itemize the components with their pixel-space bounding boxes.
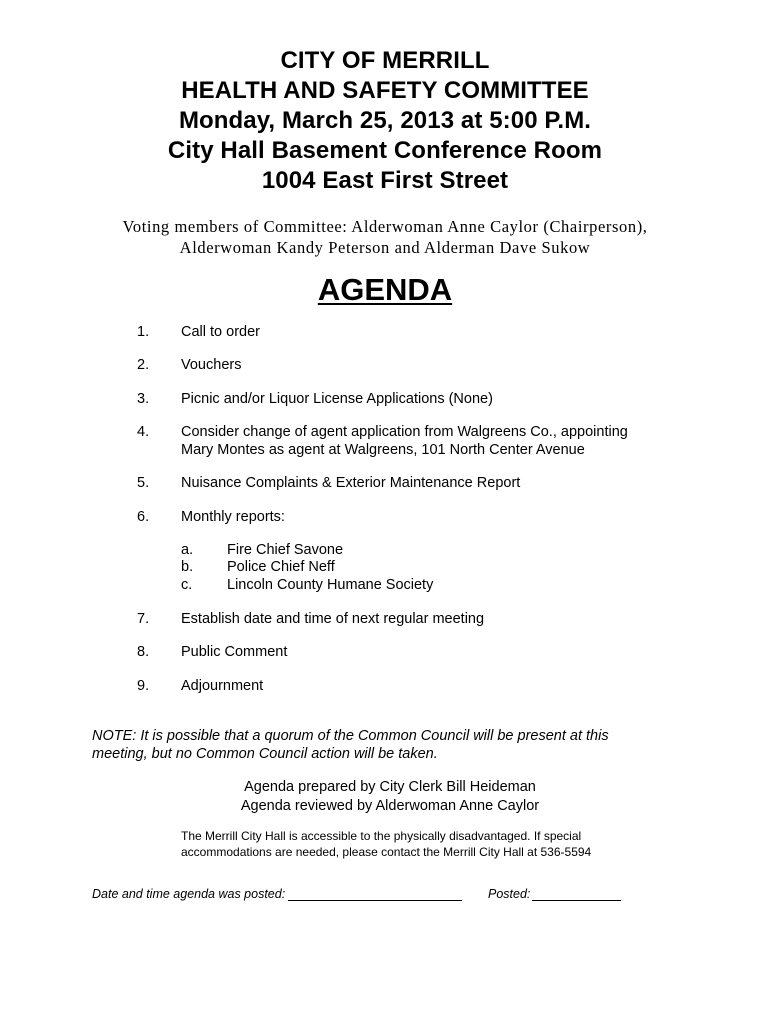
posted-date-blank	[288, 886, 462, 901]
posted-date-label: Date and time agenda was posted:	[92, 887, 286, 901]
item-text: Adjournment	[181, 678, 264, 694]
item-text: Vouchers	[181, 357, 242, 373]
item-number: 6.	[137, 509, 150, 525]
item-number: 2.	[137, 357, 150, 373]
quorum-note	[92, 727, 662, 763]
item-text: Call to order	[181, 324, 260, 340]
posted-by-blank	[532, 886, 621, 901]
item-text-line1: Consider change of agent application from Walgreens Co., appointing	[181, 424, 628, 440]
item-text: Public Comment	[181, 644, 288, 660]
agenda-title: AGENDA	[317, 272, 453, 307]
posted-by-label: Posted:	[488, 887, 531, 901]
reviewed-by-line: Agenda reviewed by Alderwoman Anne Caylor	[240, 798, 540, 814]
document-header	[0, 46, 770, 196]
voting-members-line1: Voting members of Committee: Alderwoman Anne Caylor (Chairperson),	[122, 217, 648, 236]
subitem-letter: c.	[181, 577, 193, 593]
item-number: 9.	[137, 678, 150, 694]
accessibility-notice	[181, 828, 651, 860]
subitem-letter: b.	[181, 559, 194, 575]
item-text: Picnic and/or Liquor License Applications (None)	[181, 391, 493, 407]
item-text: Monthly reports:	[181, 509, 285, 525]
voting-members	[60, 216, 710, 258]
subitem-text: Fire Chief Savone	[227, 542, 344, 558]
subitem-text: Lincoln County Humane Society	[227, 577, 434, 593]
note-line2: meeting, but no Common Council action will be taken.	[92, 746, 438, 762]
prepared-by	[0, 778, 770, 816]
meeting-address: 1004 East First Street	[261, 167, 509, 194]
access-line1: The Merrill City Hall is accessible to the physically disadvantaged. If special	[181, 829, 582, 843]
committee-name: HEALTH AND SAFETY COMMITTEE	[181, 77, 589, 104]
subitem-text: Police Chief Neff	[227, 559, 335, 575]
subitem-letter: a.	[181, 542, 194, 558]
meeting-location: City Hall Basement Conference Room	[167, 137, 603, 164]
access-line2: accommodations are needed, please contact the Merrill City Hall at 536-5594	[181, 845, 592, 859]
item-number: 1.	[137, 324, 150, 340]
item-number: 3.	[137, 391, 150, 407]
item-number: 8.	[137, 644, 150, 660]
note-line1: NOTE: It is possible that a quorum of the Common Council will be present at this	[92, 728, 609, 744]
item-text: Nuisance Complaints & Exterior Maintenance Report	[181, 475, 521, 491]
city-name: CITY OF MERRILL	[280, 47, 490, 74]
item-number: 4.	[137, 424, 150, 440]
prepared-by-line: Agenda prepared by City Clerk Bill Heideman	[244, 779, 536, 795]
item-number: 7.	[137, 611, 150, 627]
item-text-line2: Mary Montes as agent at Walgreens, 101 North Center Avenue	[181, 442, 585, 458]
item-number: 5.	[137, 475, 150, 491]
item-text: Establish date and time of next regular meeting	[181, 611, 485, 627]
voting-members-line2: Alderwoman Kandy Peterson and Alderman Dave Sukow	[179, 238, 591, 257]
item-text	[181, 423, 681, 459]
meeting-date: Monday, March 25, 2013 at 5:00 P.M.	[178, 107, 592, 134]
